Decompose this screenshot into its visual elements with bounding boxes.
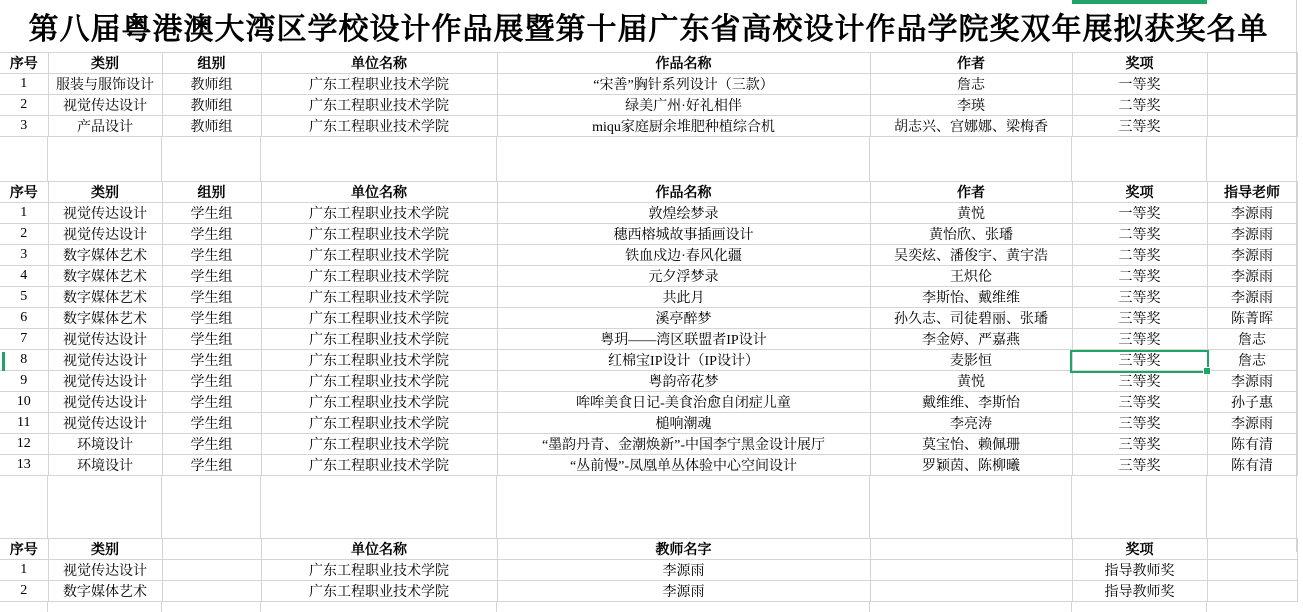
gridline bbox=[260, 476, 261, 538]
column-header[interactable] bbox=[870, 539, 1072, 560]
table-cell[interactable]: 视觉传达设计 bbox=[48, 350, 162, 371]
table-cell[interactable]: 2 bbox=[0, 581, 48, 602]
table-cell[interactable]: 三等奖 bbox=[1072, 371, 1207, 392]
table-cell[interactable]: 共此月 bbox=[497, 287, 870, 308]
gridline bbox=[496, 476, 497, 538]
column-header[interactable]: 组别 bbox=[162, 53, 261, 74]
table-cell[interactable]: 3 bbox=[0, 116, 48, 137]
table-cell[interactable]: 环境设计 bbox=[48, 434, 162, 455]
table-cell[interactable]: 8 bbox=[0, 350, 48, 371]
table-row bbox=[0, 224, 1297, 245]
table-row bbox=[0, 392, 1297, 413]
column-header[interactable]: 作品名称 bbox=[497, 53, 870, 74]
student-awards-table bbox=[0, 181, 1298, 476]
column-header[interactable]: 教师名字 bbox=[497, 539, 870, 560]
table-cell[interactable]: 视觉传达设计 bbox=[48, 413, 162, 434]
table-cell[interactable]: 教师组 bbox=[162, 74, 261, 95]
table-cell[interactable]: 1 bbox=[0, 74, 48, 95]
table-cell[interactable] bbox=[162, 581, 261, 602]
selected-column-indicator bbox=[1072, 0, 1207, 4]
table-row bbox=[0, 455, 1297, 476]
table-cell[interactable]: 三等奖 bbox=[1072, 287, 1207, 308]
table-cell[interactable]: 1 bbox=[0, 203, 48, 224]
table-cell[interactable]: 学生组 bbox=[162, 329, 261, 350]
table-cell[interactable]: 麦影恒 bbox=[870, 350, 1072, 371]
table-cell[interactable]: 三等奖 bbox=[1072, 413, 1207, 434]
table-cell[interactable] bbox=[162, 560, 261, 581]
column-header[interactable]: 作者 bbox=[870, 182, 1072, 203]
gridline bbox=[1206, 137, 1207, 181]
table-cell[interactable]: 槌响潮魂 bbox=[497, 413, 870, 434]
table-cell[interactable]: 三等奖 bbox=[1072, 308, 1207, 329]
table-row bbox=[0, 329, 1297, 350]
column-header[interactable]: 序号 bbox=[0, 182, 48, 203]
teacher-awards-table bbox=[0, 52, 1298, 137]
gridline bbox=[869, 476, 870, 538]
table-cell[interactable]: 视觉传达设计 bbox=[48, 203, 162, 224]
table-cell[interactable]: 广东工程职业技术学院 bbox=[261, 434, 497, 455]
column-header[interactable]: 类别 bbox=[48, 53, 162, 74]
column-header[interactable] bbox=[1207, 539, 1297, 560]
table-cell[interactable]: 13 bbox=[0, 455, 48, 476]
table-cell[interactable]: 李源雨 bbox=[1207, 287, 1297, 308]
column-header[interactable]: 奖项 bbox=[1072, 539, 1207, 560]
table-cell[interactable]: 学生组 bbox=[162, 266, 261, 287]
table-cell[interactable]: 学生组 bbox=[162, 308, 261, 329]
table-cell[interactable]: 詹志 bbox=[1207, 350, 1297, 371]
table-cell[interactable]: 黄悦 bbox=[870, 203, 1072, 224]
table-row bbox=[0, 245, 1297, 266]
empty-row[interactable] bbox=[0, 602, 1303, 612]
table-cell[interactable]: 视觉传达设计 bbox=[48, 371, 162, 392]
table-cell[interactable]: 广东工程职业技术学院 bbox=[261, 224, 497, 245]
column-header[interactable]: 奖项 bbox=[1072, 182, 1207, 203]
table-cell[interactable]: 广东工程职业技术学院 bbox=[261, 329, 497, 350]
table-cell[interactable]: 视觉传达设计 bbox=[48, 224, 162, 245]
table-cell[interactable]: “丛前慢”-凤凰单丛体验中心空间设计 bbox=[497, 455, 870, 476]
table-row bbox=[0, 287, 1297, 308]
table-cell[interactable]: 李斯怡、戴维维 bbox=[870, 287, 1072, 308]
table-cell[interactable]: 穗西榕城故事插画设计 bbox=[497, 224, 870, 245]
table-row bbox=[0, 308, 1297, 329]
table-cell[interactable] bbox=[1207, 116, 1297, 137]
table-cell[interactable]: 二等奖 bbox=[1072, 224, 1207, 245]
table-cell[interactable]: 莫宝怡、赖佩珊 bbox=[870, 434, 1072, 455]
table-cell[interactable]: 三等奖 bbox=[1072, 392, 1207, 413]
table-cell[interactable]: 铁血戍边·春风化疆 bbox=[497, 245, 870, 266]
table-cell[interactable]: 9 bbox=[0, 371, 48, 392]
table-cell[interactable]: 视觉传达设计 bbox=[48, 95, 162, 116]
table-cell[interactable]: 罗颖茵、陈柳曦 bbox=[870, 455, 1072, 476]
table-cell[interactable]: 视觉传达设计 bbox=[48, 560, 162, 581]
table-cell[interactable]: 广东工程职业技术学院 bbox=[261, 413, 497, 434]
table-cell[interactable]: 数字媒体艺术 bbox=[48, 308, 162, 329]
fill-handle[interactable] bbox=[1203, 367, 1211, 375]
table-cell[interactable] bbox=[870, 560, 1072, 581]
gridline bbox=[47, 602, 48, 612]
gridline bbox=[47, 476, 48, 538]
table-cell[interactable]: 广东工程职业技术学院 bbox=[261, 245, 497, 266]
table-cell[interactable]: 二等奖 bbox=[1072, 266, 1207, 287]
column-header[interactable]: 奖项 bbox=[1072, 53, 1207, 74]
table-cell[interactable]: 李金婷、严嘉燕 bbox=[870, 329, 1072, 350]
table-cell[interactable]: 数字媒体艺术 bbox=[48, 581, 162, 602]
table-cell[interactable]: 黄悦 bbox=[870, 371, 1072, 392]
gridline bbox=[161, 602, 162, 612]
table-cell[interactable]: 黄怡欣、张璠 bbox=[870, 224, 1072, 245]
table-cell[interactable]: 李源雨 bbox=[497, 581, 870, 602]
table-cell[interactable] bbox=[1207, 560, 1297, 581]
table-cell[interactable]: 哞哞美食日记-美食治愈自闭症儿童 bbox=[497, 392, 870, 413]
table-cell[interactable]: 三等奖 bbox=[1072, 329, 1207, 350]
table-row bbox=[0, 581, 1297, 602]
table-cell[interactable]: 李源雨 bbox=[1207, 371, 1297, 392]
table-cell[interactable]: 学生组 bbox=[162, 392, 261, 413]
table-cell[interactable]: 视觉传达设计 bbox=[48, 392, 162, 413]
table-cell[interactable]: 广东工程职业技术学院 bbox=[261, 455, 497, 476]
table-cell[interactable] bbox=[1207, 74, 1297, 95]
table-cell[interactable]: 广东工程职业技术学院 bbox=[261, 287, 497, 308]
table-cell[interactable]: 粤玥——湾区联盟者IP设计 bbox=[497, 329, 870, 350]
column-header[interactable] bbox=[1207, 53, 1297, 74]
table-cell[interactable]: 三等奖 bbox=[1072, 350, 1207, 371]
table-cell[interactable]: 三等奖 bbox=[1072, 116, 1207, 137]
table-cell[interactable]: 二等奖 bbox=[1072, 95, 1207, 116]
table-cell[interactable]: 元夕浮梦录 bbox=[497, 266, 870, 287]
table-cell[interactable]: miqu家庭厨余堆肥种植综合机 bbox=[497, 116, 870, 137]
selected-cell-border[interactable] bbox=[1070, 350, 1209, 373]
empty-rows[interactable] bbox=[0, 476, 1303, 538]
table-row bbox=[0, 371, 1297, 392]
table-cell[interactable]: 数字媒体艺术 bbox=[48, 287, 162, 308]
column-header[interactable] bbox=[162, 539, 261, 560]
table-cell[interactable]: 产品设计 bbox=[48, 116, 162, 137]
table-cell[interactable]: 吴奕炫、潘俊宇、黄宇浩 bbox=[870, 245, 1072, 266]
table-row bbox=[0, 95, 1297, 116]
table-cell[interactable]: 10 bbox=[0, 392, 48, 413]
table-cell[interactable]: 6 bbox=[0, 308, 48, 329]
table-cell[interactable]: 戴维维、李斯怡 bbox=[870, 392, 1072, 413]
column-header[interactable]: 指导老师 bbox=[1207, 182, 1297, 203]
table-cell[interactable]: 学生组 bbox=[162, 371, 261, 392]
gridline bbox=[1206, 602, 1207, 612]
table-cell[interactable]: 粤韵帝花梦 bbox=[497, 371, 870, 392]
empty-rows[interactable] bbox=[0, 137, 1303, 181]
header-row bbox=[0, 182, 1297, 203]
table-cell[interactable]: 王炽伦 bbox=[870, 266, 1072, 287]
table-cell[interactable]: 敦煌绘梦录 bbox=[497, 203, 870, 224]
table-cell[interactable]: 视觉传达设计 bbox=[48, 329, 162, 350]
table-cell[interactable]: 陈有清 bbox=[1207, 434, 1297, 455]
table-cell[interactable]: 胡志兴、宫娜娜、梁梅香 bbox=[870, 116, 1072, 137]
table-cell[interactable]: 广东工程职业技术学院 bbox=[261, 203, 497, 224]
column-header[interactable]: 单位名称 bbox=[261, 539, 497, 560]
gridline bbox=[496, 602, 497, 612]
table-cell[interactable]: 孙久志、司徒碧丽、张璠 bbox=[870, 308, 1072, 329]
table-cell[interactable] bbox=[870, 581, 1072, 602]
table-cell[interactable]: 教师组 bbox=[162, 95, 261, 116]
column-header[interactable]: 作者 bbox=[870, 53, 1072, 74]
table-row bbox=[0, 116, 1297, 137]
table-cell[interactable]: 2 bbox=[0, 95, 48, 116]
table-cell[interactable]: 詹志 bbox=[870, 74, 1072, 95]
table-cell[interactable]: 数字媒体艺术 bbox=[48, 266, 162, 287]
gridline bbox=[1071, 137, 1072, 181]
table-cell[interactable]: 一等奖 bbox=[1072, 74, 1207, 95]
table-cell[interactable]: 4 bbox=[0, 266, 48, 287]
gridline bbox=[161, 137, 162, 181]
table-cell[interactable]: “宋善”胸针系列设计（三款） bbox=[497, 74, 870, 95]
table-cell[interactable]: 陈菁晖 bbox=[1207, 308, 1297, 329]
table-cell[interactable]: 广东工程职业技术学院 bbox=[261, 308, 497, 329]
table-cell[interactable]: 3 bbox=[0, 245, 48, 266]
column-header[interactable]: 单位名称 bbox=[261, 53, 497, 74]
column-header[interactable]: 序号 bbox=[0, 53, 48, 74]
table-cell[interactable]: 绿美广州·好礼相伴 bbox=[497, 95, 870, 116]
column-header[interactable]: 作品名称 bbox=[497, 182, 870, 203]
table-cell[interactable]: 广东工程职业技术学院 bbox=[261, 581, 497, 602]
table-cell[interactable]: 孙子惠 bbox=[1207, 392, 1297, 413]
table-cell[interactable]: 1 bbox=[0, 560, 48, 581]
table-cell[interactable]: 广东工程职业技术学院 bbox=[261, 392, 497, 413]
table-cell[interactable]: 李亮涛 bbox=[870, 413, 1072, 434]
table-cell[interactable]: 2 bbox=[0, 224, 48, 245]
table-cell[interactable]: 李源雨 bbox=[1207, 266, 1297, 287]
column-header[interactable]: 类别 bbox=[48, 539, 162, 560]
table-cell[interactable]: 学生组 bbox=[162, 203, 261, 224]
column-header[interactable]: 类别 bbox=[48, 182, 162, 203]
table-cell[interactable] bbox=[1207, 95, 1297, 116]
table-cell[interactable]: 李源雨 bbox=[1207, 203, 1297, 224]
gridline bbox=[161, 476, 162, 538]
table-cell[interactable]: 学生组 bbox=[162, 350, 261, 371]
table-row bbox=[0, 434, 1297, 455]
gridline bbox=[260, 137, 261, 181]
selected-row-indicator bbox=[2, 352, 5, 371]
table-cell[interactable]: 学生组 bbox=[162, 455, 261, 476]
table-cell[interactable]: 11 bbox=[0, 413, 48, 434]
table-cell[interactable]: 广东工程职业技术学院 bbox=[261, 74, 497, 95]
table-cell[interactable]: 数字媒体艺术 bbox=[48, 245, 162, 266]
table-cell[interactable]: 詹志 bbox=[1207, 329, 1297, 350]
gridline bbox=[869, 137, 870, 181]
table-cell[interactable]: 广东工程职业技术学院 bbox=[261, 266, 497, 287]
gridline bbox=[1071, 476, 1072, 538]
table-cell[interactable]: 一等奖 bbox=[1072, 203, 1207, 224]
table-row bbox=[0, 413, 1297, 434]
table-cell[interactable]: 环境设计 bbox=[48, 455, 162, 476]
table-cell[interactable]: “墨韵丹青、金潮焕新”-中国李宁黑金设计展厅 bbox=[497, 434, 870, 455]
gridline bbox=[496, 137, 497, 181]
table-cell[interactable]: 教师组 bbox=[162, 116, 261, 137]
table-row bbox=[0, 74, 1297, 95]
table-cell[interactable]: 三等奖 bbox=[1072, 455, 1207, 476]
table-cell[interactable]: 学生组 bbox=[162, 224, 261, 245]
table-cell[interactable]: 李瑛 bbox=[870, 95, 1072, 116]
table-cell[interactable]: 溪亭醉梦 bbox=[497, 308, 870, 329]
table-cell[interactable]: 李源雨 bbox=[1207, 224, 1297, 245]
table-cell[interactable]: 李源雨 bbox=[497, 560, 870, 581]
header-row bbox=[0, 539, 1297, 560]
table-cell[interactable]: 学生组 bbox=[162, 245, 261, 266]
column-header[interactable]: 序号 bbox=[0, 539, 48, 560]
table-cell[interactable]: 指导教师奖 bbox=[1072, 581, 1207, 602]
gridline bbox=[260, 602, 261, 612]
table-row bbox=[0, 266, 1297, 287]
sheet-title[interactable]: 第八届粤港澳大湾区学校设计作品展暨第十届广东省高校设计作品学院奖双年展拟获奖名单 bbox=[28, 13, 1269, 46]
table-row bbox=[0, 203, 1297, 224]
table-cell[interactable]: 指导教师奖 bbox=[1072, 560, 1207, 581]
table-cell[interactable]: 5 bbox=[0, 287, 48, 308]
table-cell[interactable]: 广东工程职业技术学院 bbox=[261, 560, 497, 581]
header-row bbox=[0, 53, 1297, 74]
gridline bbox=[1206, 476, 1207, 538]
table-cell[interactable]: 12 bbox=[0, 434, 48, 455]
table-row bbox=[0, 560, 1297, 581]
table-cell[interactable]: 7 bbox=[0, 329, 48, 350]
gridline bbox=[869, 602, 870, 612]
table-cell[interactable]: 广东工程职业技术学院 bbox=[261, 116, 497, 137]
table-cell[interactable]: 学生组 bbox=[162, 413, 261, 434]
table-cell[interactable]: 三等奖 bbox=[1072, 434, 1207, 455]
table-cell[interactable]: 广东工程职业技术学院 bbox=[261, 350, 497, 371]
table-cell[interactable]: 服装与服饰设计 bbox=[48, 74, 162, 95]
table-cell[interactable]: 陈有清 bbox=[1207, 455, 1297, 476]
table-cell[interactable] bbox=[1207, 581, 1297, 602]
table-cell[interactable]: 广东工程职业技术学院 bbox=[261, 371, 497, 392]
table-cell[interactable]: 红棉宝IP设计（IP设计） bbox=[497, 350, 870, 371]
column-header[interactable]: 组别 bbox=[162, 182, 261, 203]
table-cell[interactable]: 李源雨 bbox=[1207, 245, 1297, 266]
gridline bbox=[1296, 0, 1297, 552]
column-header[interactable]: 单位名称 bbox=[261, 182, 497, 203]
table-cell[interactable]: 二等奖 bbox=[1072, 245, 1207, 266]
table-cell[interactable]: 学生组 bbox=[162, 287, 261, 308]
gridline bbox=[1071, 602, 1072, 612]
table-cell[interactable]: 广东工程职业技术学院 bbox=[261, 95, 497, 116]
gridline bbox=[47, 137, 48, 181]
table-cell[interactable]: 学生组 bbox=[162, 434, 261, 455]
advisor-awards-table bbox=[0, 538, 1298, 602]
table-cell[interactable]: 李源雨 bbox=[1207, 413, 1297, 434]
